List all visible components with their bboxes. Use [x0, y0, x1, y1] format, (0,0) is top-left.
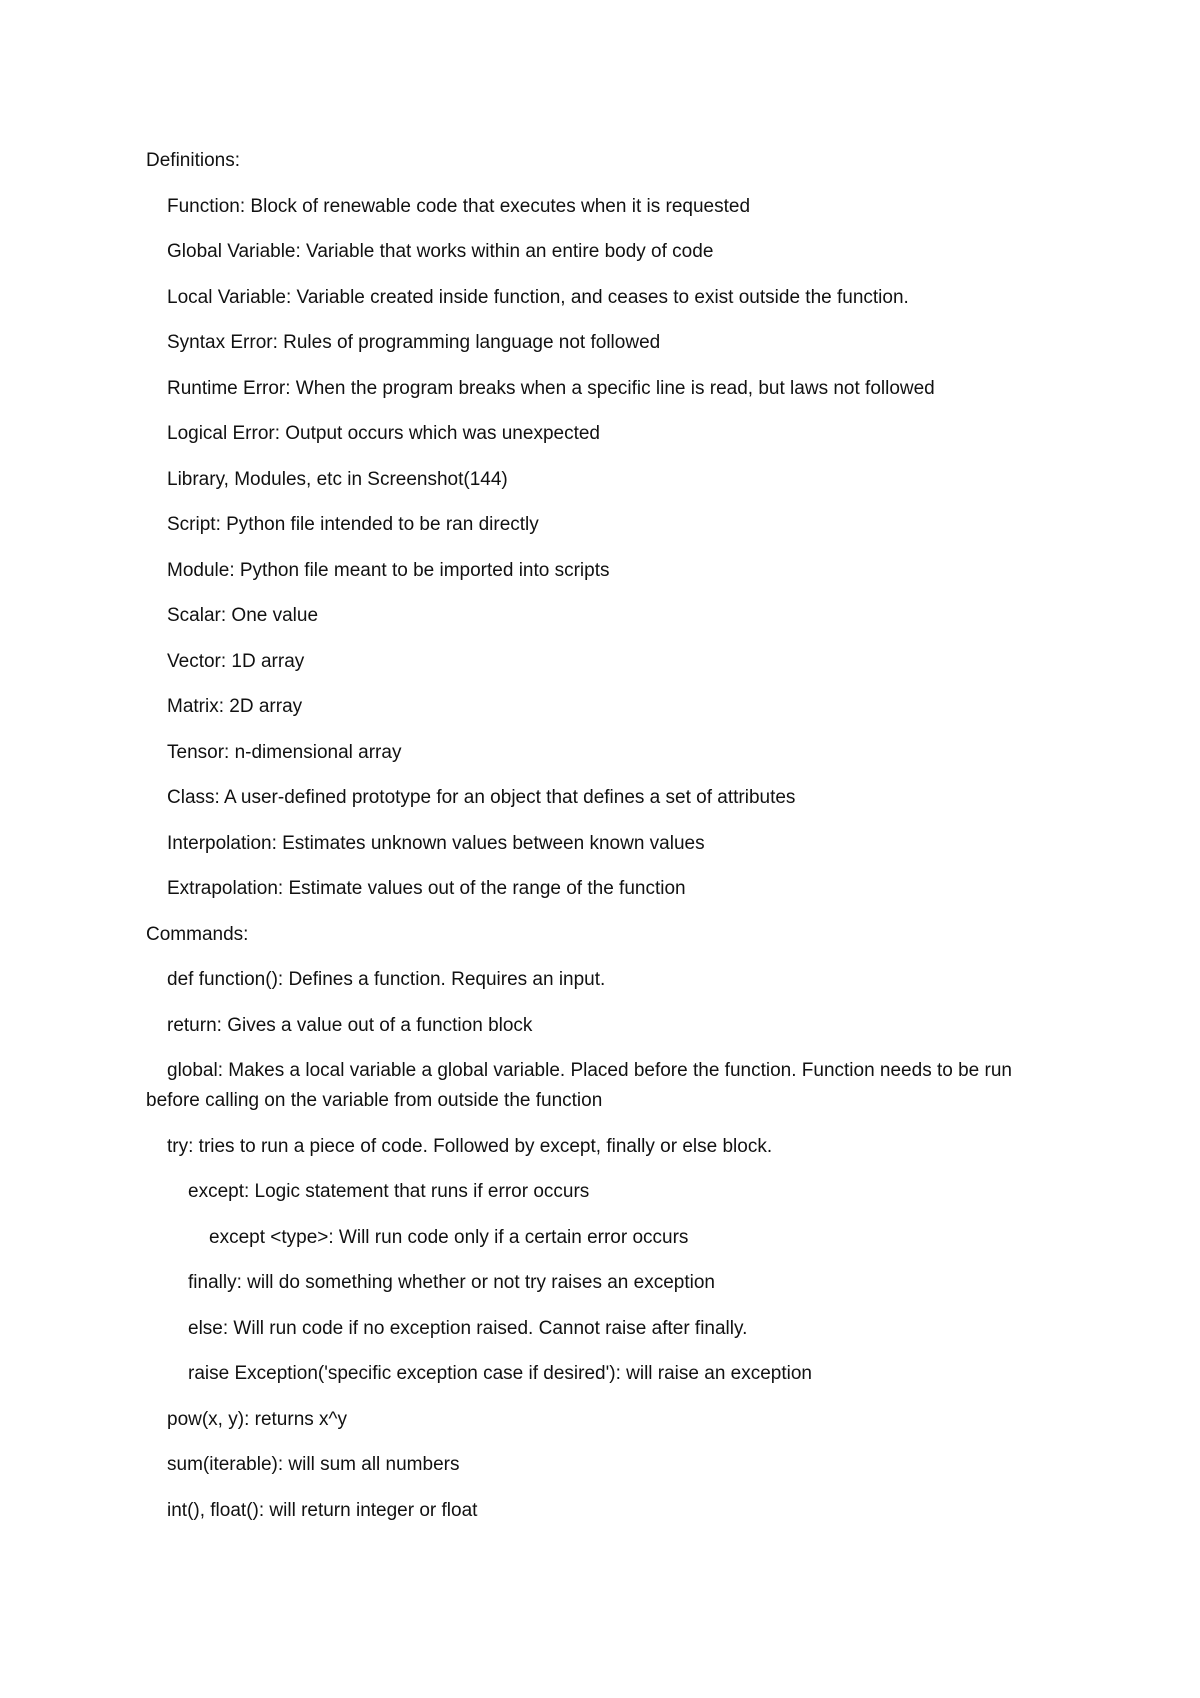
definition-global-variable: Global Variable: Variable that works within an entire body of code — [167, 241, 714, 262]
definition-module: Module: Python file meant to be imported into scripts — [167, 559, 610, 581]
definition-syntax-error: Syntax Error: Rules of programming language not followed — [167, 332, 661, 353]
definitions-heading: Definitions: — [146, 150, 240, 171]
definition-class: Class: A user-defined prototype for an object that defines a set of attributes — [167, 787, 796, 808]
commands-heading: Commands: — [146, 923, 249, 945]
command-else: else: Will run code if no exception raised. Cannot raise after finally. — [188, 1317, 748, 1339]
definition-library-note: Library, Modules, etc in Screenshot(144) — [167, 468, 508, 490]
command-int-float: int(), float(): will return integer or float — [167, 1499, 478, 1521]
command-try: try: tries to run a piece of code. Followed by except, finally or else block. — [167, 1135, 773, 1157]
command-raise: raise Exception('specific exception case if desired'): will raise an exception — [188, 1363, 812, 1384]
definition-scalar: Scalar: One value — [167, 605, 319, 626]
notes-body — [146, 146, 1066, 1541]
command-except-type: except <type>: Will run code only if a certain error occurs — [209, 1226, 689, 1248]
command-def: def function(): Defines a function. Requires an input. — [167, 969, 606, 990]
definition-script: Script: Python file intended to be ran directly — [167, 514, 539, 535]
definition-runtime-error: Runtime Error: When the program breaks when a specific line is read, but laws not followed — [167, 377, 935, 399]
definition-tensor: Tensor: n-dimensional array — [167, 741, 402, 763]
definition-matrix: Matrix: 2D array — [167, 696, 303, 717]
definition-local-variable: Local Variable: Variable created inside function, and ceases to exist outside the function. — [167, 286, 909, 308]
definition-logical-error: Logical Error: Output occurs which was unexpected — [167, 423, 600, 444]
definition-interpolation: Interpolation: Estimates unknown values between known values — [167, 832, 705, 854]
definition-vector: Vector: 1D array — [167, 650, 305, 672]
command-sum: sum(iterable): will sum all numbers — [167, 1454, 460, 1475]
definition-function: Function: Block of renewable code that executes when it is requested — [167, 195, 751, 217]
command-except: except: Logic statement that runs if error occurs — [188, 1181, 590, 1202]
command-pow: pow(x, y): returns x^y — [167, 1408, 347, 1430]
command-return: return: Gives a value out of a function block — [167, 1014, 533, 1036]
definition-extrapolation: Extrapolation: Estimate values out of the range of the function — [167, 878, 686, 899]
command-global: global: Makes a local variable a global variable. Placed before the function. Function needs to be run before calling on the variable from outside the function — [146, 1060, 1012, 1111]
command-finally: finally: will do something whether or not try raises an exception — [188, 1272, 715, 1293]
